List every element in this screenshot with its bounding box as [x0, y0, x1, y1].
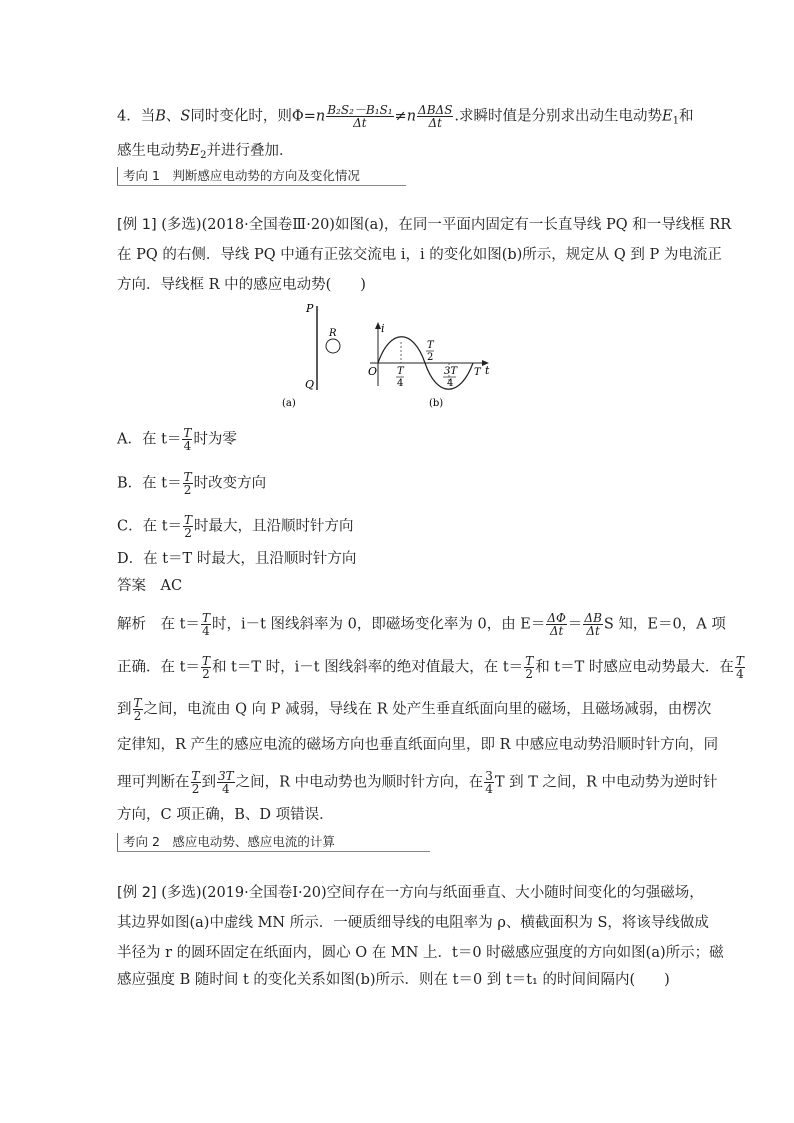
section-heading-1-label: 考向 1 判断感应电动势的方向及变化情况	[123, 168, 360, 183]
item4-e1: E	[662, 108, 673, 125]
analysis-l1-a: 解析 在 t＝	[117, 616, 200, 633]
item4-sep: 、	[165, 108, 181, 125]
analysis-l1-d: S 知，E＝0，A 项	[603, 616, 726, 633]
caption-a: (a)	[282, 398, 296, 409]
example1-line1	[117, 215, 731, 235]
item4-tail: .求瞬时值是分别求出动生电动势	[454, 108, 663, 125]
analysis-l1-f3d: Δt	[586, 624, 600, 638]
analysis-l1-f2d: Δt	[549, 624, 564, 638]
analysis-l2-a: 正确．在 t＝	[117, 659, 200, 676]
item4-frac1-num: B₂S₂－B₁S₁	[327, 103, 393, 117]
item4-phi: Φ	[291, 108, 304, 125]
example2-line2	[117, 913, 709, 933]
tick-3t4-den: 4	[447, 378, 454, 389]
analysis-l5-b: 到	[201, 774, 217, 791]
item4-frac2-den: Δt	[428, 116, 442, 130]
analysis-l5-f1d: 2	[191, 782, 200, 796]
label-t: t	[485, 364, 490, 377]
analysis-l1-b: 时，i－t 图线斜率为 0，即磁场变化率为 0，由 E＝	[211, 616, 546, 633]
example2-tag: [例 2]	[117, 885, 157, 901]
option-b-pre: B．在 t＝	[117, 475, 182, 492]
analysis-l1-f2n: ΔΦ	[547, 611, 566, 625]
analysis-l3-f1n: T	[133, 696, 142, 710]
item4-mid: 同时变化时，则	[190, 108, 292, 125]
item4-e2-sub: 2	[200, 150, 207, 161]
item4-neq: ≠	[394, 108, 407, 125]
example1-tag: [例 1]	[117, 217, 157, 233]
analysis-l2-f3d: 4	[736, 667, 744, 681]
analysis-l2-f2d: 2	[525, 667, 534, 681]
analysis-l1-f1d: 4	[202, 624, 210, 638]
item4-b: B	[155, 108, 166, 125]
option-b	[117, 471, 266, 496]
analysis-l1-frac2	[546, 612, 567, 637]
analysis-line4	[117, 735, 718, 755]
analysis-l5-frac2	[217, 770, 235, 795]
option-d-text: D．在 t＝T 时最大，且沿顺时针方向	[117, 551, 357, 567]
option-d	[117, 549, 356, 569]
item4-frac2	[417, 104, 453, 129]
option-a-frac	[182, 427, 192, 452]
option-c-frac	[183, 514, 193, 539]
option-b-num: T	[183, 470, 192, 484]
analysis-l2-f1n: T	[201, 654, 210, 668]
item4-line2-a: 感生电动势	[117, 143, 190, 159]
item4-and: 和	[679, 108, 694, 125]
label-p: P	[306, 302, 314, 315]
analysis-l2-frac1	[201, 655, 211, 680]
item4-line1	[117, 104, 694, 132]
analysis-l6: 方向，C 项正确，B、D 项错误．	[117, 807, 334, 823]
example2-line1	[117, 883, 704, 903]
tick-t4-num: T	[397, 366, 404, 377]
section-heading-2-label: 考向 2 感应电动势、感应电流的计算	[123, 834, 335, 849]
example1-text3: 方向．导线框 R 中的感应电动势( )	[117, 277, 366, 293]
analysis-l1-frac3	[583, 612, 602, 637]
analysis-l5-frac3	[484, 770, 494, 795]
item4-s: S	[180, 108, 191, 125]
option-c-den: 2	[184, 526, 192, 540]
label-q: Q	[305, 378, 315, 391]
tick-t2-den: 2	[427, 352, 434, 363]
example2-line3	[117, 943, 724, 963]
analysis-l5-a: 理可判断在	[117, 774, 190, 791]
item4-e1-sub: 1	[672, 115, 679, 127]
item4-num: 4．当	[117, 108, 156, 125]
tick-t4-den: 4	[397, 378, 404, 389]
example1-text2: 在 PQ 的右侧．导线 PQ 中通有正弦交流电 i，i 的变化如图(b)所示，规定从 Q 到 P 为电流正	[117, 247, 722, 263]
analysis-l5-f3d: 4	[485, 782, 493, 796]
analysis-line6	[117, 805, 334, 825]
analysis-l5-frac1	[191, 770, 201, 795]
item4-frac1-den: Δt	[353, 116, 367, 130]
option-c	[117, 514, 354, 539]
analysis-l1-f1n: T	[201, 611, 210, 625]
option-c-pre: C．在 t＝	[117, 518, 183, 535]
item4-frac2-num: ΔBΔS	[418, 103, 453, 117]
example1-text1: (多选)(2018·全国卷Ⅲ·20)如图(a)，在同一平面内固定有一长直导线 PQ 和一导线框 RR	[161, 217, 732, 233]
analysis-l2-b: 和 t＝T 时，i－t 图线斜率的绝对值最大，在 t＝	[211, 659, 524, 676]
label-o: O	[368, 365, 378, 378]
answer-label: 答案	[117, 578, 146, 594]
example2-text1: (多选)(2019·全国卷Ⅰ·20)空间存在一方向与纸面垂直、大小随时间变化的匀强磁场，	[161, 885, 704, 901]
example1-figure	[282, 298, 505, 410]
analysis-l5-f2d: 4	[222, 782, 230, 796]
analysis-l1-frac1	[201, 612, 211, 637]
option-a-den: 4	[183, 439, 192, 453]
example2-text4: 感应强度 B 随时间 t 的变化关系如图(b)所示．则在 t＝0 到 t＝t₁ 的时间间隔内( )	[117, 972, 670, 988]
tick-t: T	[474, 367, 481, 378]
label-r: R	[329, 328, 337, 339]
answer	[117, 576, 182, 596]
item4-e2: E	[189, 143, 201, 159]
analysis-l3-b: 之间，电流由 Q 向 P 减弱，导线在 R 处产生垂直纸面向里的磁场，且磁场减弱，由楞次	[143, 701, 712, 718]
answer-value: AC	[160, 578, 183, 594]
option-c-post: 时最大，且沿顺时针方向	[194, 518, 354, 535]
example2-text3: 半径为 r 的圆环固定在纸面内，圆心 O 在 MN 上．t＝0 时磁感应强度的方向如图(a)所示；磁	[117, 945, 724, 961]
label-i: i	[381, 322, 385, 335]
analysis-line5	[117, 770, 718, 795]
analysis-l2-f3n: T	[735, 654, 744, 668]
analysis-l5-f1n: T	[191, 769, 200, 783]
item4-line2-b: 并进行叠加．	[206, 143, 294, 159]
analysis-line1	[117, 612, 726, 637]
option-a-num: T	[183, 426, 192, 440]
option-b-post: 时改变方向	[193, 475, 267, 492]
caption-b: (b)	[429, 398, 444, 409]
analysis-l1-f3n: ΔB	[584, 611, 602, 625]
option-c-num: T	[184, 513, 193, 527]
example2-line4	[117, 970, 670, 990]
section-heading-1	[117, 167, 406, 186]
analysis-l2-frac2	[524, 655, 534, 680]
option-a-post: 时为零	[193, 431, 237, 448]
option-a-pre: A．在 t＝	[117, 431, 182, 448]
section-heading-2	[117, 833, 430, 852]
analysis-l3-f1d: 2	[133, 709, 142, 723]
item4-eq: =	[303, 108, 316, 125]
option-b-den: 2	[183, 483, 192, 497]
analysis-l5-d: T 到 T 之间，R 中电动势为逆时针	[494, 774, 718, 791]
item4-line2	[117, 141, 293, 166]
analysis-line2	[117, 655, 746, 680]
analysis-l5-f3n: 3	[485, 769, 493, 783]
example2-text2: 其边界如图(a)中虚线 MN 所示．一硬质细导线的电阻率为 ρ、横截面积为 S，将该导线做成	[117, 915, 709, 931]
loop-r	[326, 339, 340, 353]
analysis-l4: 定律知，R 产生的感应电流的磁场方向也垂直纸面向里，即 R 中感应电动势沿顺时针方向，同	[117, 737, 719, 753]
analysis-l2-f1d: 2	[202, 667, 210, 681]
analysis-l1-c: ＝	[567, 616, 583, 633]
option-b-frac	[183, 471, 193, 496]
item4-n2: n	[406, 108, 417, 125]
example1-line2	[117, 245, 722, 265]
analysis-l3-a: 到	[117, 701, 132, 718]
analysis-l5-f2n: 3T	[218, 769, 234, 783]
analysis-l2-c: 和 t＝T 时感应电动势最大．在	[535, 659, 734, 676]
analysis-l2-f2n: T	[525, 654, 534, 668]
item4-frac1	[326, 104, 393, 129]
tick-3t4-num: 3T	[444, 366, 458, 377]
option-a	[117, 427, 237, 452]
analysis-l3-frac1	[133, 697, 143, 722]
example1-line3	[117, 275, 366, 295]
analysis-line3	[117, 697, 711, 722]
item4-n1: n	[315, 108, 326, 125]
analysis-l2-frac3	[735, 655, 745, 680]
analysis-l5-c: 之间，R 中电动势也为顺时针方向，在	[235, 774, 484, 791]
tick-t2-num: T	[427, 340, 434, 351]
